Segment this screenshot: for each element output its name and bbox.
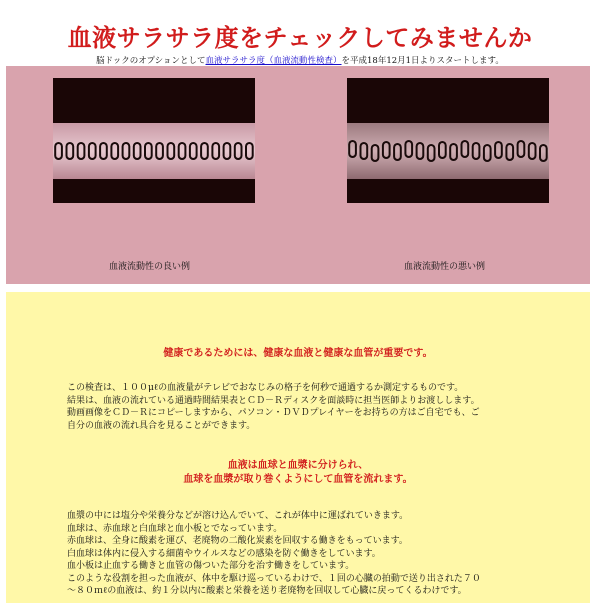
paragraph-line: 血小板は止血する働きと血管の傷ついた部分を治す働きをしています。 [67,561,355,571]
paragraph-line: 白血球は体内に侵入する細菌やウイルスなどの感染を防ぐ働きをしています。 [67,548,381,559]
content-panel [6,292,590,603]
paragraph-line: ～８０ｍℓの血液は、約１分以内に酸素と栄養を送り老廃物を回収して心臓に戻ってくるわけです。 [67,586,467,596]
paragraph-line: 血漿の中には塩分や栄養分などが溶け込んでいて、これが体中に運ばれていきます。 [67,511,409,521]
bad-flow-vessel-graphic [347,123,549,179]
test-link[interactable]: 血液サラサラ度（血液流動性検査） [205,56,342,66]
image-panel [6,66,590,284]
paragraph-line: この検査は、１００μℓの血液量がテレビでおなじみの格子を何秒で通過するか測定するものです。 [67,383,464,393]
heading-healthy-blood: 健康であるためには、健康な血液と健康な血管が重要です。 [163,348,433,359]
bad-flow-image [347,78,549,203]
heading-blood-components-1: 血液は血球と血漿に分けられ、 [227,460,369,471]
paragraph-line: このような役割を担った血液が、体中を駆け巡っているわけで、１回の心臓の拍動で送り出された７０ [67,573,481,584]
paragraph-line: 血球は、赤血球と白血球と血小板とでなっています。 [67,523,283,534]
paragraph-line: 赤血球は、全身に酸素を運び、老廃物の二酸化炭素を回収する働きをもっています。 [67,536,408,546]
good-flow-image [53,78,255,203]
intro-prefix: 脳ドックのオプションとして [96,56,206,66]
intro-suffix: を平成18年12月1日よりスタートします。 [341,56,504,66]
paragraph-test-description [67,382,567,432]
page-title: 血液サラサラ度をチェックしてみませんか [67,23,533,52]
paragraph-blood-components [67,510,567,598]
paragraph-line: 自分の血液の流れ具合を見ることができます。 [67,420,256,431]
paragraph-line: 動画画像をＣＤ－Ｒにコピーしますから、パソコン・ＤＶＤプレイヤーをお持ちの方はご自宅でも、ご [67,408,480,418]
paragraph-line: 結果は、血液の流れている通過時間結果表とＣＤ－Ｒディスクを面談時に担当医師よりお渡しします。 [67,395,480,406]
good-flow-vessel-graphic [53,123,255,179]
heading-blood-components-2: 血球を血漿が取り巻くようにして血管を流れます。 [183,474,413,485]
good-flow-caption: 血液流動性の良い例 [109,262,191,272]
bad-flow-caption: 血液流動性の悪い例 [404,262,486,272]
